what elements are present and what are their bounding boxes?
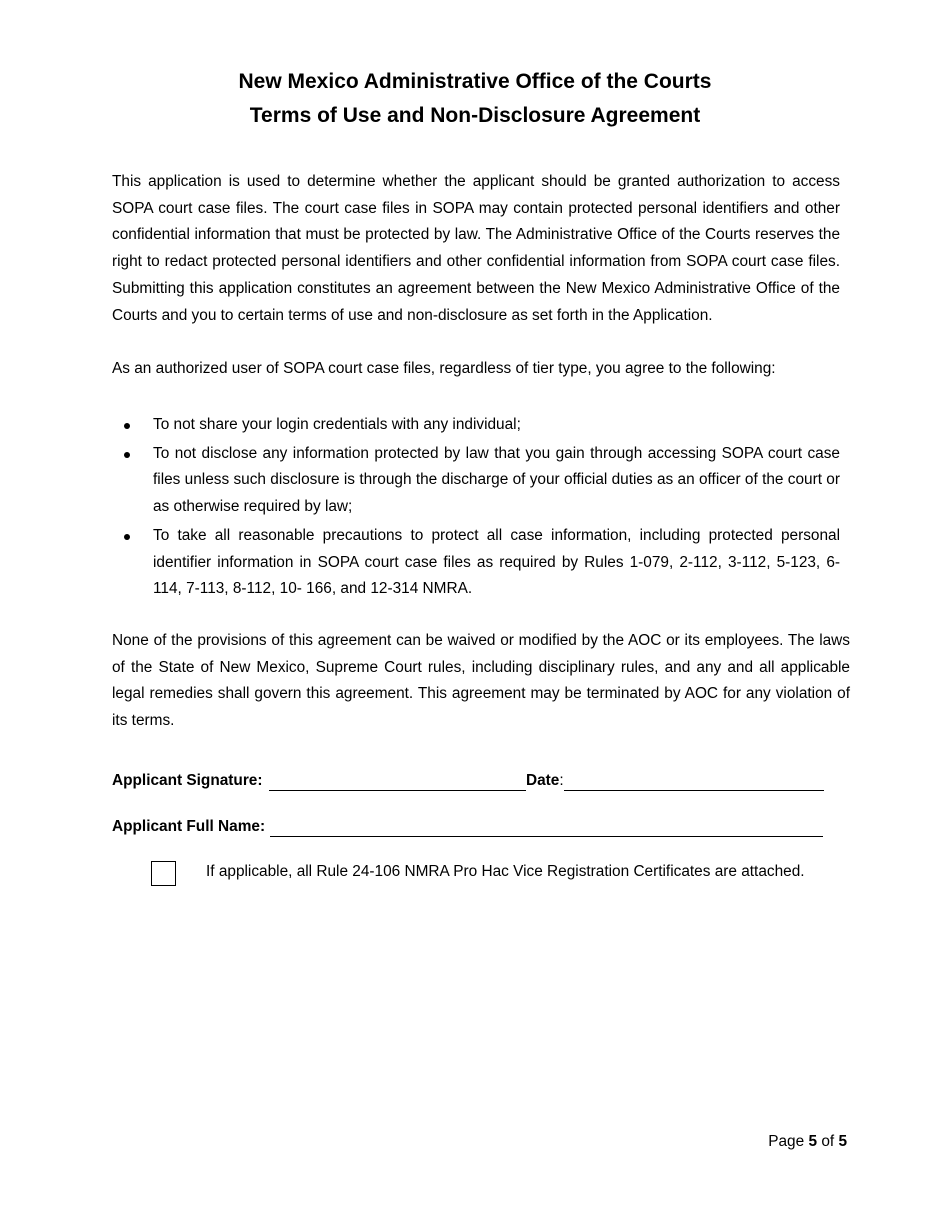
bullet-icon	[124, 452, 130, 458]
agree-lead-paragraph: As an authorized user of SOPA court case files, regardless of tier type, you agree to the following:	[112, 360, 776, 377]
title-line-1: New Mexico Administrative Office of the Courts	[238, 70, 712, 93]
list-item	[112, 523, 840, 603]
intro-paragraph: This application is used to determine whether the applicant should be granted authorization to access SOPA court case files. The court case files in SOPA may contain protected personal identifiers and other confidential information that must be protected by law. The Administrative Office of the Courts reserves the right to redact protected personal identifiers and other confidential information from SOPA court case files. Submitting this application constitutes an agreement between the New Mexico Administrative Office of the Courts and you to certain terms of use and non-disclosure as set forth in the Application.	[112, 173, 840, 324]
checkbox-label: If applicable, all Rule 24-106 NMRA Pro Hac Vice Registration Certificates are attached.	[206, 863, 805, 880]
list-item-text: To take all reasonable precautions to protect all case information, including protected personal identifier information in SOPA court case files as required by Rules 1-079, 2-112, 3-112, 5-123, 6-114, 7-113, 8-112, 10- 166, and 12-314 NMRA.	[153, 526, 840, 598]
signature-label: Applicant Signature:	[112, 772, 263, 789]
title-line-2: Terms of Use and Non-Disclosure Agreement	[249, 104, 701, 127]
date-field[interactable]	[564, 772, 824, 791]
closing-paragraph: None of the provisions of this agreement can be waived or modified by the AOC or its employees. The laws of the State of New Mexico, Supreme Court rules, including disciplinary rules, and any and all applicable legal remedies shall govern this agreement. This agreement may be terminated by AOC for any violation of its terms.	[112, 632, 850, 730]
bullet-icon	[124, 534, 130, 540]
list-item-text: To not disclose any information protected by law that you gain through accessing SOPA court case files unless such disclosure is through the discharge of your official duties as an officer of the court or as otherwise required by law;	[153, 444, 840, 516]
bullet-icon	[124, 423, 130, 429]
pro-hac-vice-checkbox[interactable]	[151, 861, 176, 886]
list-item	[112, 412, 840, 439]
list-item	[112, 441, 840, 521]
document-title	[0, 65, 950, 133]
page-number: Page 5 of 5	[768, 1133, 847, 1150]
terms-list	[112, 412, 840, 605]
full-name-field[interactable]	[270, 818, 823, 837]
full-name-label: Applicant Full Name:	[112, 818, 266, 835]
date-label: Date:	[526, 772, 564, 789]
list-item-text: To not share your login credentials with any individual;	[153, 416, 521, 433]
signature-field[interactable]	[269, 772, 526, 791]
